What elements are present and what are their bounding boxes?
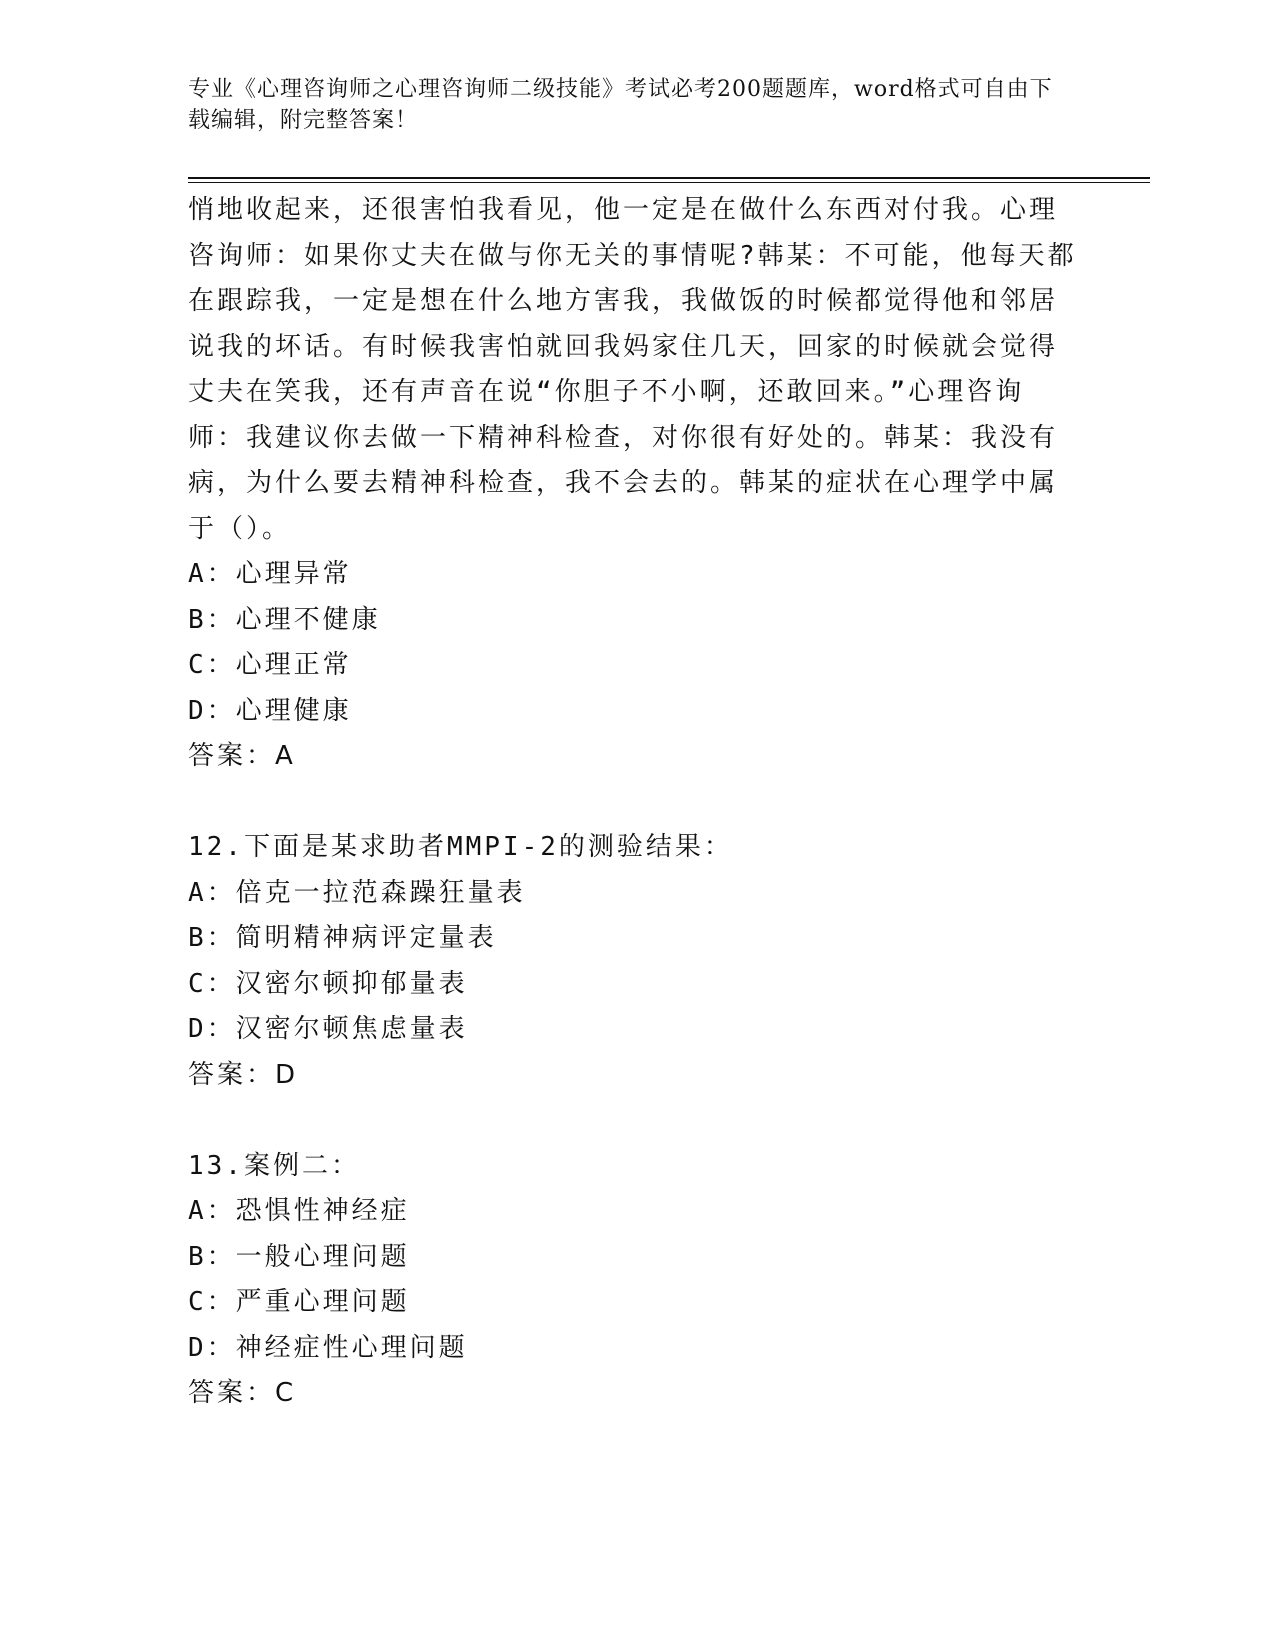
header-divider — [188, 177, 1150, 179]
passage-line: 师：我建议你去做一下精神科检查，对你很有好处的。韩某：我没有 — [188, 422, 1059, 453]
passage-line: 在跟踪我，一定是想在什么地方害我，我做饭的时候都觉得他和邻居 — [188, 286, 1059, 316]
q12-title: 12.下面是某求助者MMPI-2的测验结果： — [188, 832, 733, 862]
q12-option-b: B：简明精神病评定量表 — [188, 923, 497, 953]
q12-option-a: A：倍克一拉范森躁狂量表 — [188, 877, 526, 908]
passage-line: 说我的坏话。有时候我害怕就回我妈家住几天，回家的时候就会觉得 — [188, 331, 1059, 362]
q13-option-c: C：严重心理问题 — [188, 1287, 410, 1317]
q13-option-b: B：一般心理问题 — [188, 1241, 410, 1272]
passage-line: 悄地收起来，还很害怕我看见，他一定是在做什么东西对付我。心理 — [188, 195, 1059, 225]
passage-line: 于（）。 — [188, 513, 292, 544]
spacer — [188, 1098, 1088, 1144]
q11-option-a: A：心理异常 — [188, 559, 352, 589]
passage-line: 丈夫在笑我，还有声音在说“你胆子不小啊，还敢回来。”心理咨询 — [188, 377, 1025, 407]
passage-line: 咨询师：如果你丈夫在做与你无关的事情呢?韩某：不可能，他每天都 — [188, 240, 1077, 271]
header-divider-thin — [188, 182, 1150, 183]
passage-line: 病，为什么要去精神科检查，我不会去的。韩某的症状在心理学中属 — [188, 468, 1059, 498]
q11-option-b: B：心理不健康 — [188, 604, 381, 635]
question-11-passage — [188, 188, 1088, 552]
q12-answer: 答案：D — [188, 1059, 299, 1090]
document-header: 专业《心理咨询师之心理咨询师二级技能》考试必考200题题库，word格式可自由下载编辑，附完整答案！ — [188, 77, 1053, 133]
q13-option-d: D：神经症性心理问题 — [188, 1332, 468, 1363]
q11-option-d: D：心理健康 — [188, 695, 352, 726]
q12-option-c: C：汉密尔顿抑郁量表 — [188, 968, 468, 999]
q11-option-c: C：心理正常 — [188, 650, 352, 680]
q13-title: 13.案例二： — [188, 1150, 360, 1181]
spacer — [188, 780, 1088, 826]
q11-answer: 答案：A — [188, 741, 296, 771]
q13-answer: 答案：C — [188, 1378, 297, 1408]
document-body — [188, 188, 1088, 1417]
q13-option-a: A：恐惧性神经症 — [188, 1196, 410, 1226]
q12-option-d: D：汉密尔顿焦虑量表 — [188, 1014, 468, 1044]
